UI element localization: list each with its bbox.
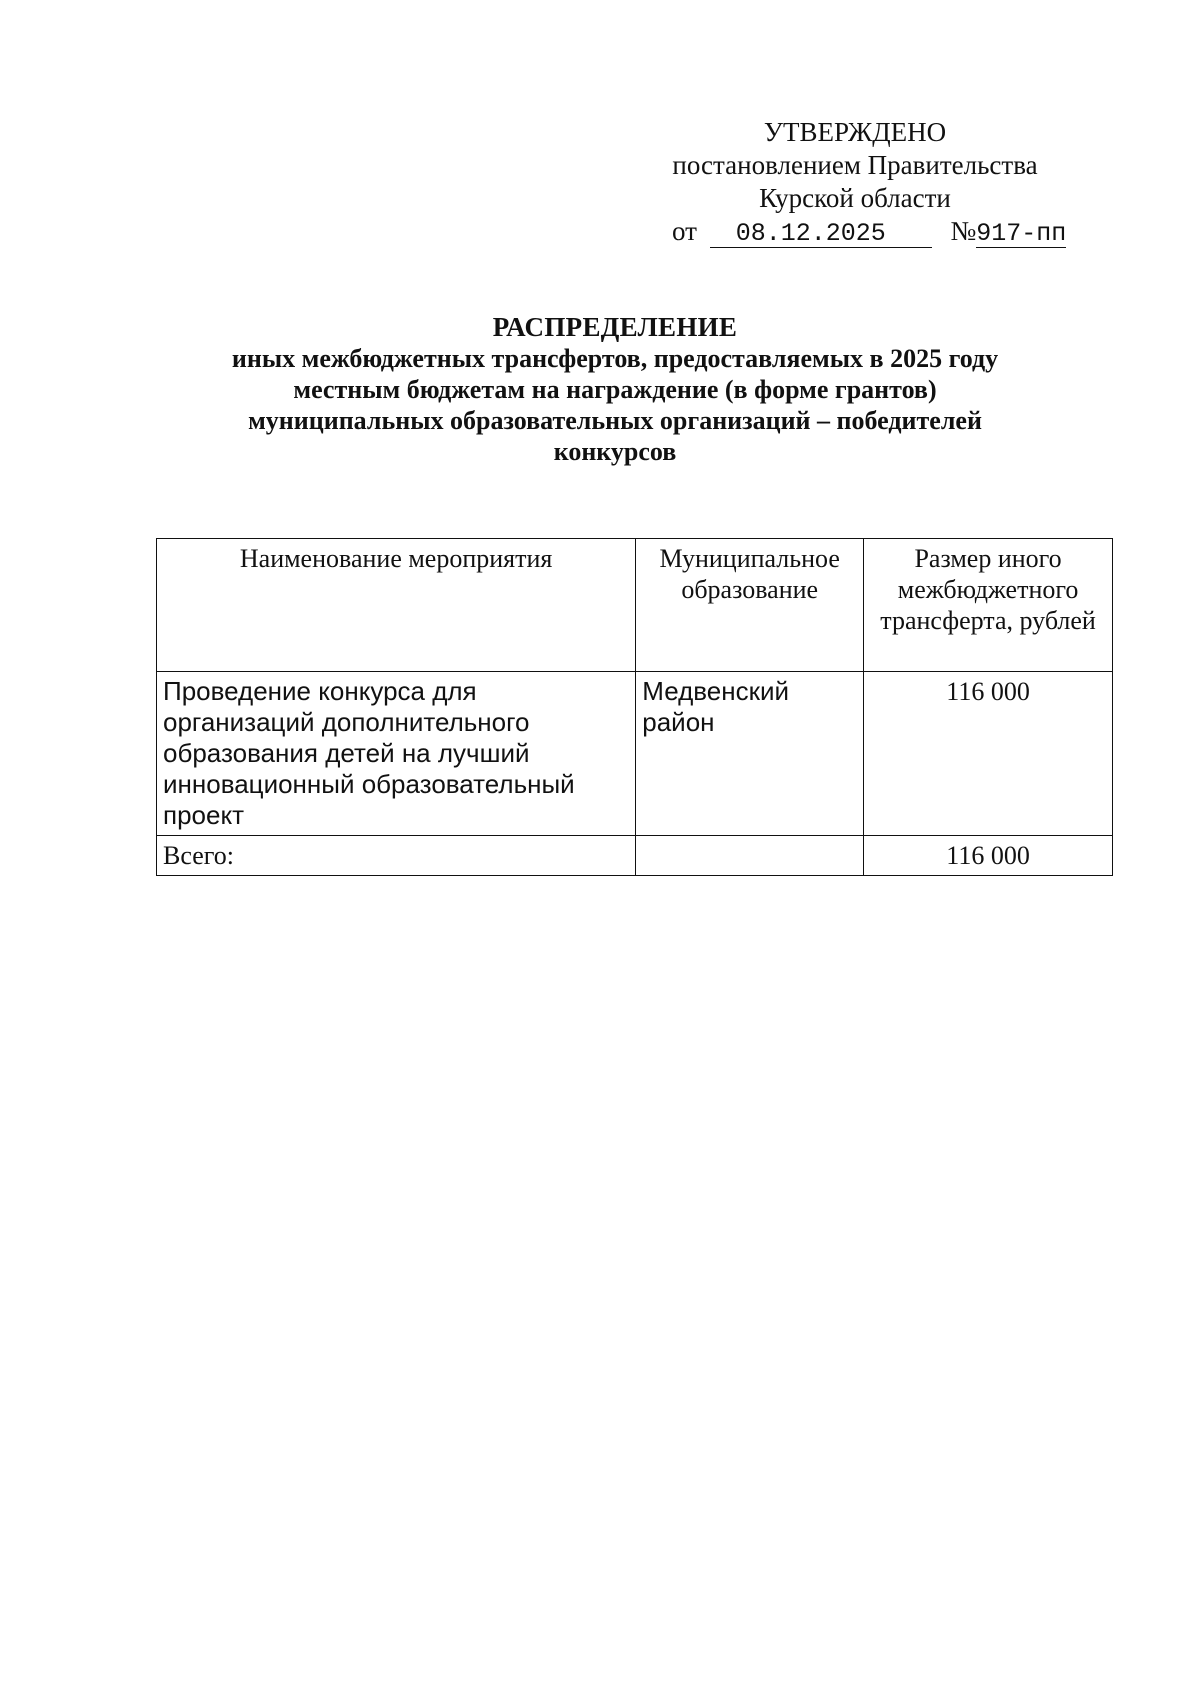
cell-amount: 116 000 — [864, 672, 1113, 836]
date-prefix: от — [672, 216, 697, 246]
distribution-table — [156, 538, 1113, 876]
approval-stamp: УТВЕРЖДЕНО — [763, 117, 947, 147]
title-line-1: иных межбюджетных трансфертов, предоставляемых в 2025 году — [231, 344, 999, 373]
title-line-2: местным бюджетам на награждение (в форме грантов) — [293, 375, 937, 404]
approval-number: 917-пп — [976, 219, 1067, 248]
table-total-row — [157, 836, 1113, 876]
approval-block — [640, 116, 1070, 248]
total-municipality — [636, 836, 864, 876]
table-row — [157, 672, 1113, 836]
number-sign: № — [950, 216, 977, 246]
header-event: Наименование мероприятия — [157, 539, 636, 672]
total-amount: 116 000 — [864, 836, 1113, 876]
document-title — [150, 312, 1080, 467]
approval-by-line1: постановлением Правительства — [672, 150, 1038, 180]
cell-municipality: Медвенский район — [636, 672, 864, 836]
title-heading: РАСПРЕДЕЛЕНИЕ — [492, 312, 738, 342]
approval-date-line — [640, 215, 1070, 248]
approval-by-line2: Курской области — [759, 183, 951, 213]
approval-date: 08.12.2025 — [710, 221, 932, 248]
total-label: Всего: — [157, 836, 636, 876]
header-municipality: Муниципальное образование — [636, 539, 864, 672]
title-line-4: конкурсов — [553, 437, 677, 466]
title-line-3: муниципальных образовательных организаций – победителей — [248, 406, 982, 435]
header-amount: Размер иного межбюджетного трансферта, рублей — [864, 539, 1113, 672]
cell-event: Проведение конкурса для организаций дополнительного образования детей на лучший инновационный образовательный проект — [157, 672, 636, 836]
table-header-row — [157, 539, 1113, 672]
